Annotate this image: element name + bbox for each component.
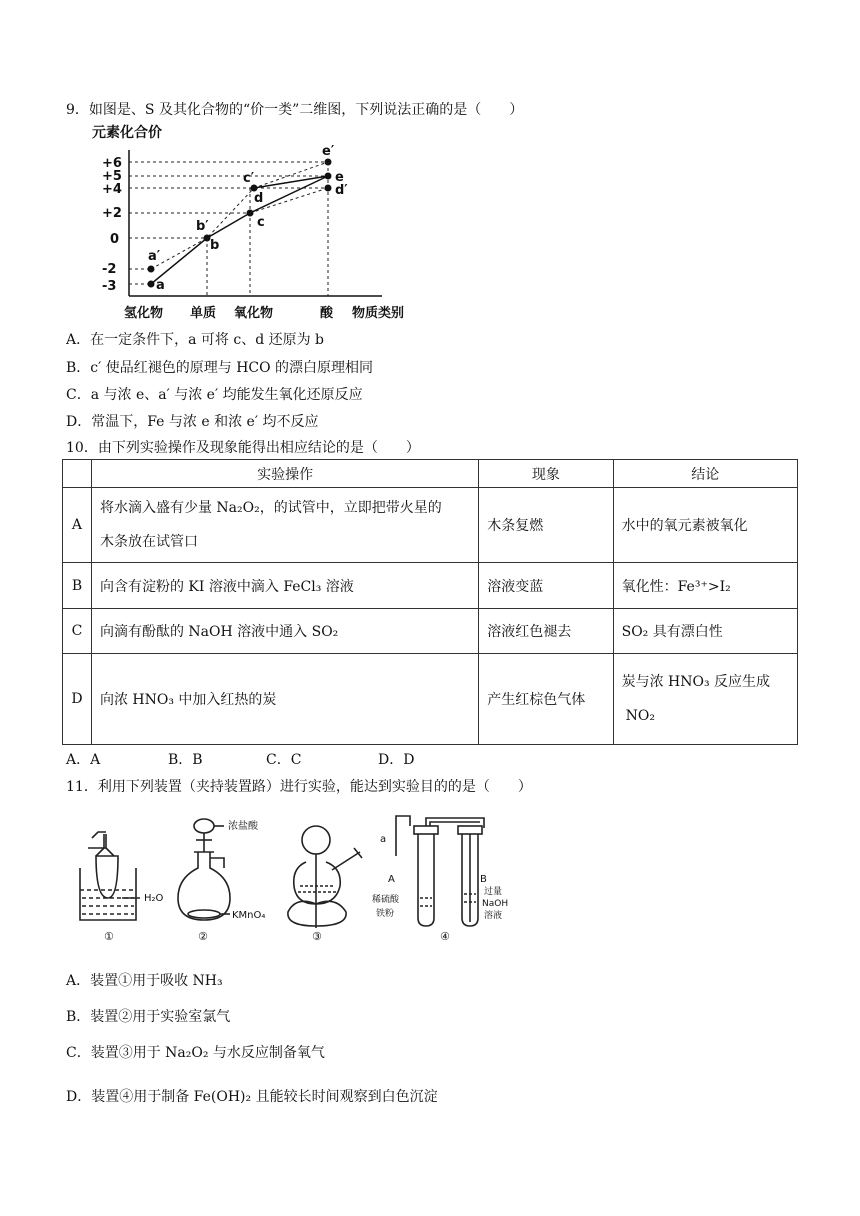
ytick-p2: +2 bbox=[102, 206, 122, 221]
point-e bbox=[325, 173, 332, 180]
label-excess: 过量 bbox=[484, 887, 503, 897]
apparatus-3 bbox=[288, 826, 362, 928]
ytick-p4: +4 bbox=[102, 182, 122, 197]
q9-option-a: A．在一定条件下，a 可将 c、d 还原为 b bbox=[66, 332, 325, 348]
label-A: A bbox=[388, 874, 395, 885]
q10-choice-b: B．B bbox=[168, 752, 203, 768]
label-iron-powder: 铁粉 bbox=[376, 909, 395, 919]
label-solution: 溶液 bbox=[484, 911, 503, 921]
q10-choice-c: C．C bbox=[266, 752, 302, 768]
label-a: a bbox=[380, 834, 387, 845]
q11-option-a: A．装置①用于吸收 NH₃ bbox=[66, 973, 223, 989]
svg-text:e: e bbox=[335, 170, 344, 185]
valence-class-chart bbox=[90, 118, 430, 326]
ytick-m3: -3 bbox=[102, 279, 117, 294]
apparatus-1 bbox=[80, 832, 140, 920]
svg-text:a′: a′ bbox=[148, 249, 161, 264]
label-conc-hcl: 浓盐酸 bbox=[228, 821, 258, 832]
table-row: D 向浓 HNO₃ 中加入红热的炭 产生红棕色气体 炭与浓 HNO₃ 反应生成 NO₂ bbox=[63, 654, 798, 745]
label-h2o: H₂O bbox=[144, 893, 164, 904]
q11-option-b: B．装置②用于实验室氯气 bbox=[66, 1009, 231, 1025]
table-header-row bbox=[63, 460, 798, 488]
label-naoh: NaOH bbox=[482, 899, 509, 909]
xtick-hydride: 氢化物 bbox=[124, 306, 164, 321]
xtick-oxide: 氧化物 bbox=[234, 306, 274, 321]
ytick-p5: +5 bbox=[102, 169, 122, 184]
chart-ylabel: 元素化合价 bbox=[92, 125, 162, 141]
point-c bbox=[247, 210, 254, 217]
label-n4: ④ bbox=[440, 930, 450, 943]
table-row: C 向滴有酚酞的 NaOH 溶液中通入 SO₂ 溶液红色褪去 SO₂ 具有漂白性 bbox=[63, 609, 798, 654]
q9-option-d: D．常温下，Fe 与浓 e 和浓 e′ 均不反应 bbox=[66, 414, 319, 430]
apparatus-4 bbox=[396, 816, 484, 926]
point-e-prime bbox=[325, 159, 332, 166]
question-11-stem: 11．利用下列装置（夹持装置路）进行实验，能达到实验目的的是（ ） bbox=[66, 779, 532, 795]
svg-text:b′: b′ bbox=[196, 219, 209, 234]
point-d-prime bbox=[325, 185, 332, 192]
svg-text:c: c bbox=[257, 215, 265, 230]
svg-text:e′: e′ bbox=[322, 144, 335, 159]
label-n2: ② bbox=[198, 930, 208, 943]
xtick-element: 单质 bbox=[190, 306, 217, 321]
apparatus-figure bbox=[74, 812, 514, 944]
table-row: B 向含有淀粉的 KI 溶液中滴入 FeCl₃ 溶液 溶液变蓝 氧化性：Fe³⁺>I₂ bbox=[63, 563, 798, 609]
ytick-0: 0 bbox=[110, 232, 120, 247]
xtick-class: 物质类别 bbox=[352, 306, 405, 321]
q10-choice-a: A．A bbox=[66, 752, 101, 768]
q10-answer-choices bbox=[66, 749, 414, 769]
q9-option-c: C．a 与浓 e、a′ 与浓 e′ 均能发生氧化还原反应 bbox=[66, 387, 363, 403]
header-operation: 实验操作 bbox=[91, 460, 478, 488]
point-a bbox=[148, 281, 155, 288]
question-10-stem: 10．由下列实验操作及现象能得出相应结论的是（ ） bbox=[66, 440, 420, 456]
xtick-acid: 酸 bbox=[320, 306, 334, 321]
q11-option-d: D．装置④用于制备 Fe(OH)₂ 且能较长时间观察到白色沉淀 bbox=[66, 1089, 438, 1105]
point-a-prime bbox=[148, 266, 155, 273]
header-phenomenon: 现象 bbox=[479, 460, 613, 488]
q9-option-b: B．c′ 使品红褪色的原理与 HCO 的漂白原理相同 bbox=[66, 360, 374, 376]
experiment-table bbox=[62, 459, 798, 745]
q11-option-c: C．装置③用于 Na₂O₂ 与水反应制备氧气 bbox=[66, 1045, 325, 1061]
label-n3: ③ bbox=[312, 930, 322, 943]
svg-text:b: b bbox=[210, 238, 220, 253]
question-9-stem: 9．如图是、S 及其化合物的“价一类”二维图，下列说法正确的是（ ） bbox=[66, 102, 524, 118]
q10-choice-d: D．D bbox=[378, 752, 415, 768]
header-conclusion: 结论 bbox=[613, 460, 797, 488]
ytick-p6: +6 bbox=[102, 156, 122, 171]
svg-text:d′: d′ bbox=[335, 183, 348, 198]
apparatus-2 bbox=[178, 819, 230, 920]
svg-text:c′: c′ bbox=[243, 171, 255, 186]
label-kmno4: KMnO₄ bbox=[232, 910, 266, 921]
svg-text:a: a bbox=[156, 278, 165, 293]
label-dilute-acid: 稀硫酸 bbox=[372, 895, 400, 905]
svg-text:d: d bbox=[254, 191, 264, 206]
table-row: A 将水滴入盛有少量 Na₂O₂，的试管中，立即把带火星的 木条放在试管口 木条复燃 水中的氧元素被氧化 bbox=[63, 488, 798, 563]
label-B: B bbox=[480, 874, 487, 885]
label-n1: ① bbox=[104, 930, 114, 943]
ytick-m2: -2 bbox=[102, 262, 117, 277]
